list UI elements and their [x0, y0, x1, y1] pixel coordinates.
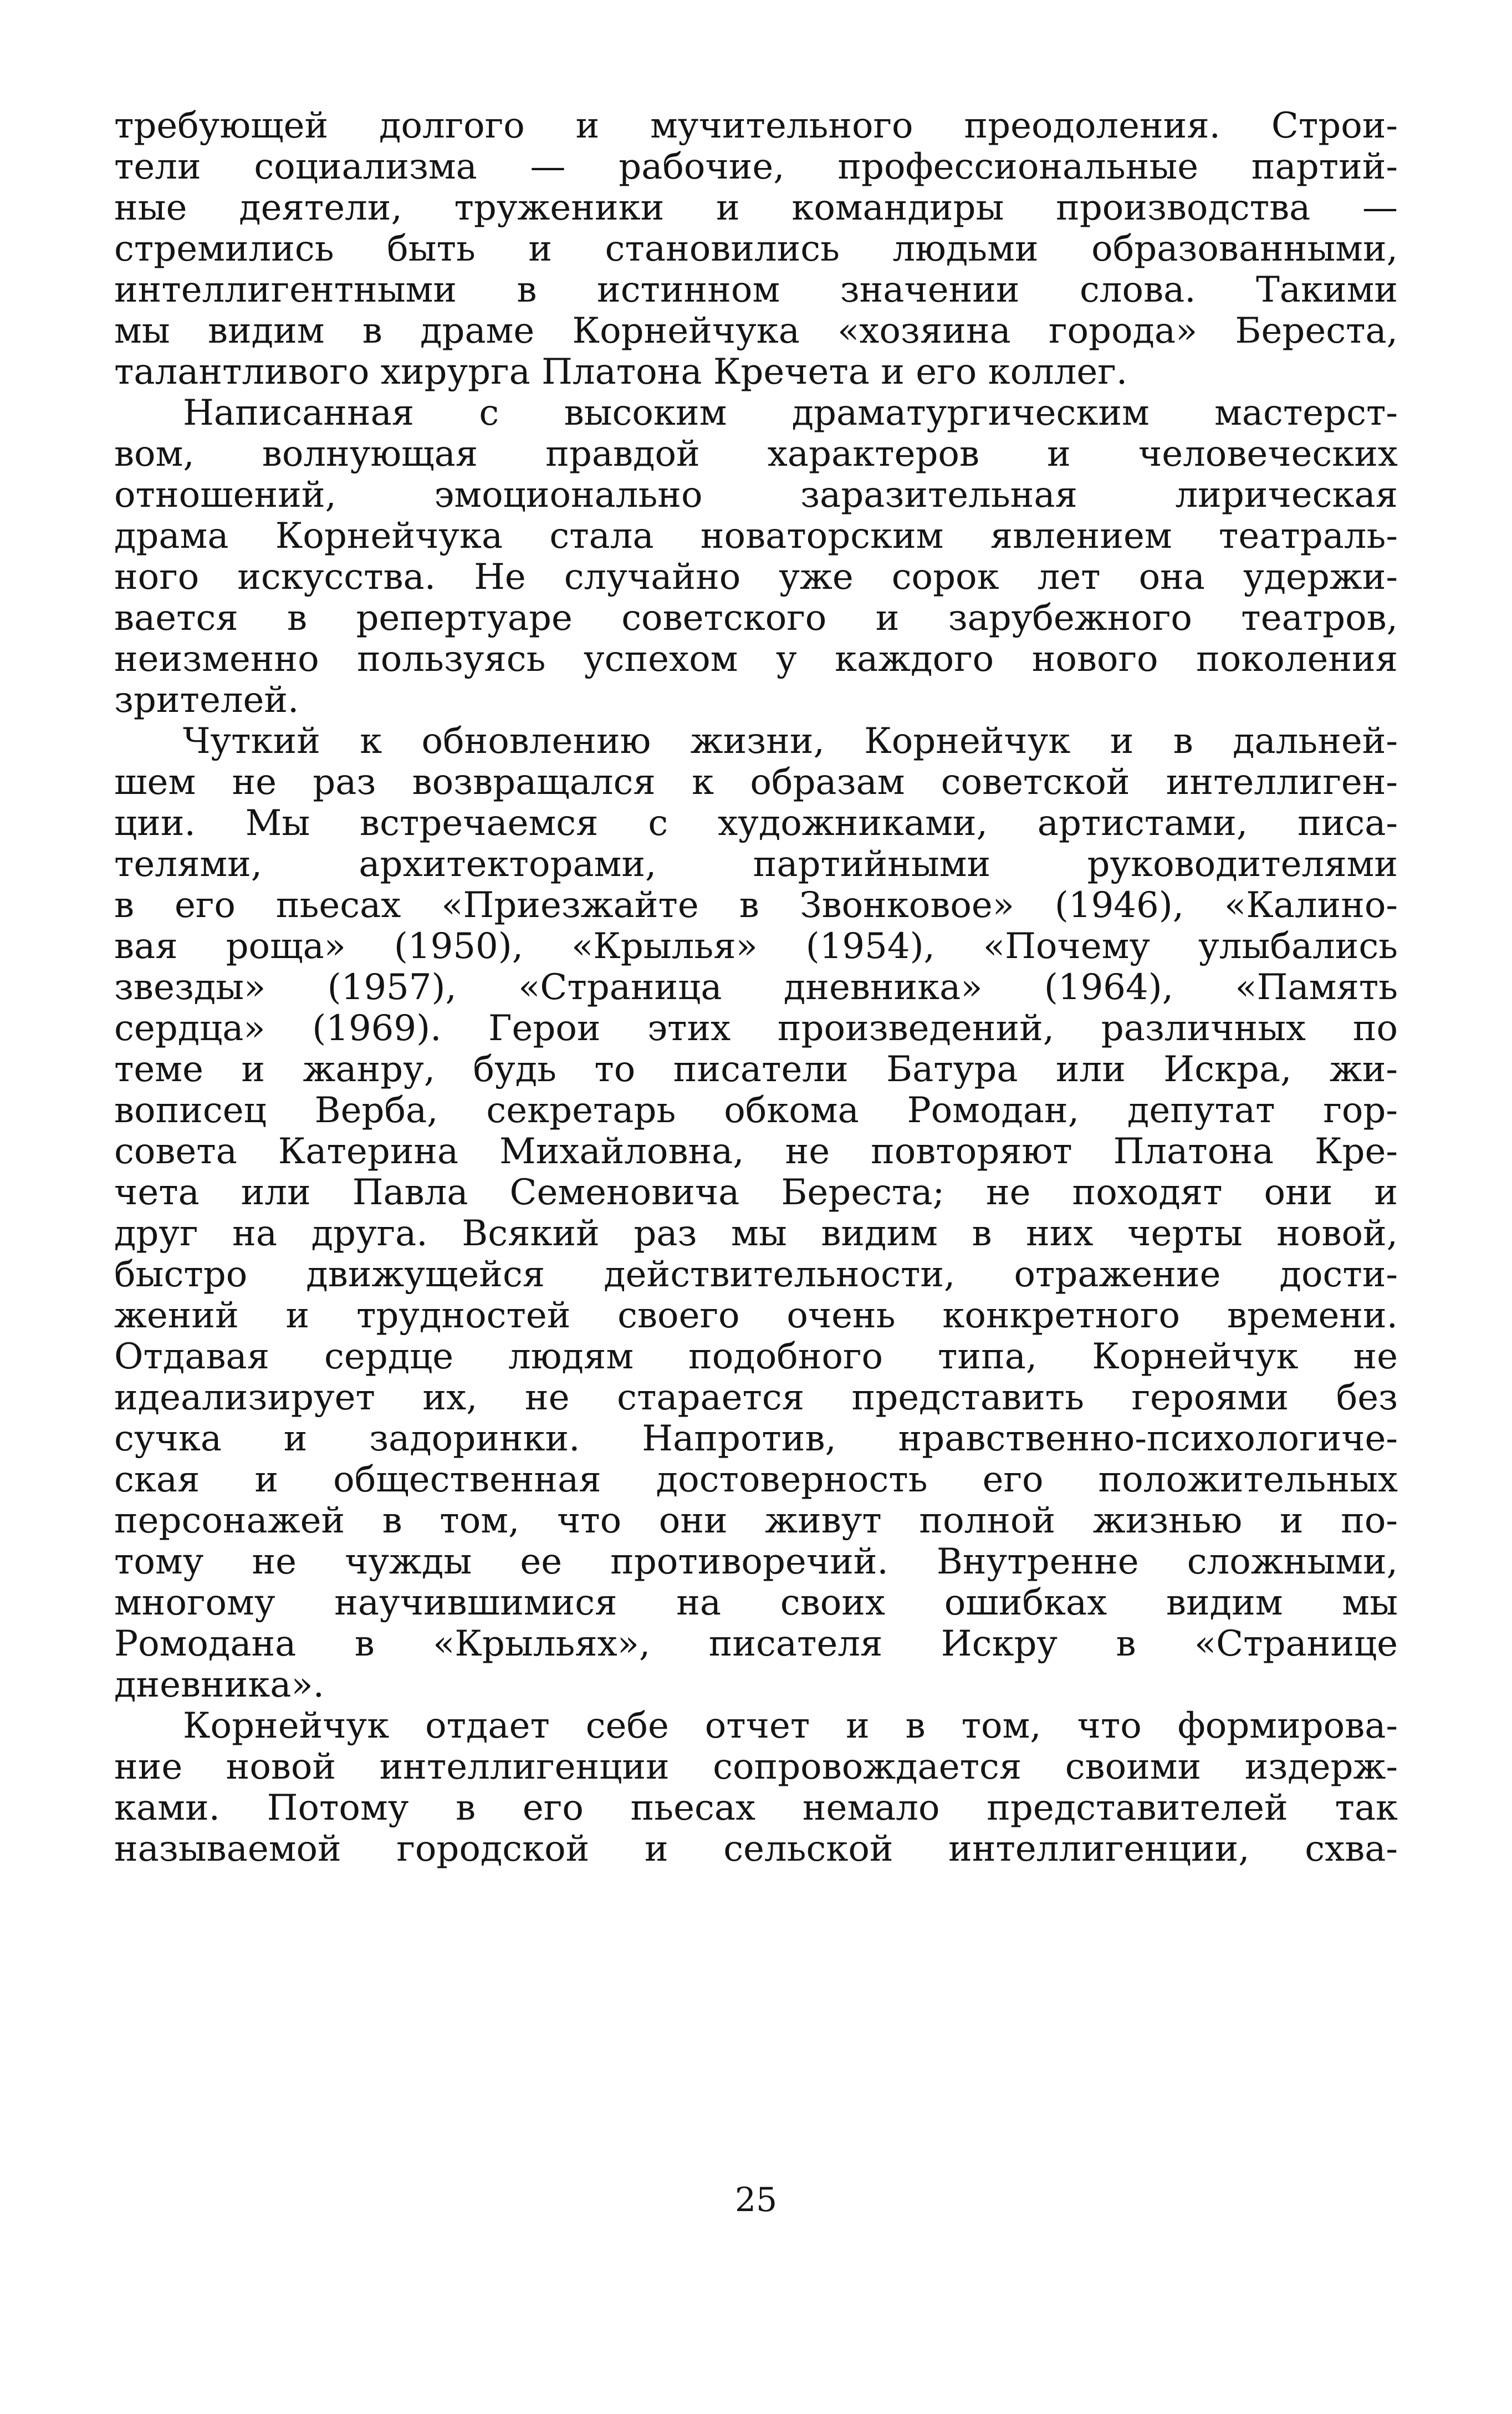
text-line: называемой городской и сельской интеллигенции, схва- — [114, 1829, 1398, 1870]
text-line: чета или Павла Семеновича Береста; не походят они и — [114, 1172, 1398, 1213]
text-line: тому не чужды ее противоречий. Внутренне сложными, — [114, 1541, 1398, 1582]
text-line: ции. Мы встречаемся с художниками, артистами, писа- — [114, 803, 1398, 844]
text-line: быстро движущейся действительности, отражение дости- — [114, 1254, 1398, 1295]
text-line: вописец Верба, секретарь обкома Ромодан, депутат гор- — [114, 1090, 1398, 1131]
text-line: Корнейчук отдает себе отчет и в том, что формирова- — [183, 1705, 1398, 1746]
text-line: теме и жанру, будь то писатели Батура или Искра, жи- — [114, 1049, 1398, 1090]
text-line: Ромодана в «Крыльях», писателя Искру в «Странице — [114, 1623, 1398, 1664]
text-line: ская и общественная достоверность его положительных — [114, 1459, 1398, 1500]
text-line: тели социализма — рабочие, профессиональные партий- — [114, 146, 1398, 187]
text-line: требующей долгого и мучительного преодоления. Строи- — [114, 105, 1398, 146]
page-number: 25 — [734, 2181, 778, 2219]
text-line: идеализирует их, не старается представить героями без — [114, 1377, 1398, 1418]
text-line: сердца» (1969). Герои этих произведений, различных по — [114, 1008, 1398, 1049]
text-line: ные деятели, труженики и командиры производства — — [114, 187, 1398, 228]
text-line: ками. Потому в его пьесах немало представителей так — [114, 1787, 1398, 1829]
text-line: Написанная с высоким драматургическим мастерст- — [183, 393, 1398, 434]
text-line: сучка и задоринки. Напротив, нравственно-психологиче- — [114, 1418, 1398, 1459]
text-line: отношений, эмоционально заразительная лирическая — [114, 475, 1398, 516]
text-line: драма Корнейчука стала новаторским явлением театраль- — [114, 516, 1398, 557]
text-line: жений и трудностей своего очень конкретного времени. — [114, 1295, 1398, 1336]
text-line: интеллигентными в истинном значении слова. Такими — [114, 269, 1398, 310]
text-line: шем не раз возвращался к образам советской интеллиген- — [114, 762, 1398, 803]
text-line: совета Катерина Михайловна, не повторяют Платона Кре- — [114, 1131, 1398, 1172]
text-line: неизменно пользуясь успехом у каждого нового поколения — [114, 639, 1398, 680]
text-line: мы видим в драме Корнейчука «хозяина города» Береста, — [114, 310, 1398, 352]
text-line: талантливого хирурга Платона Кречета и его коллег. — [114, 352, 1128, 393]
text-line: друг на друга. Всякий раз мы видим в них черты новой, — [114, 1213, 1398, 1254]
text-line: звезды» (1957), «Страница дневника» (1964), «Память — [114, 967, 1398, 1008]
text-line: Отдавая сердце людям подобного типа, Корнейчук не — [114, 1336, 1398, 1377]
text-line: вается в репертуаре советского и зарубежного театров, — [114, 598, 1398, 639]
text-line: Чуткий к обновлению жизни, Корнейчук и в дальней- — [183, 721, 1398, 762]
text-line: многому научившимися на своих ошибках видим мы — [114, 1582, 1398, 1623]
text-line: персонажей в том, что они живут полной жизнью и по- — [114, 1500, 1398, 1541]
text-line: вом, волнующая правдой характеров и человеческих — [114, 434, 1398, 475]
text-line: ние новой интеллигенции сопровождается своими издерж- — [114, 1746, 1398, 1787]
text-line: зрителей. — [114, 680, 299, 721]
text-line: телями, архитекторами, партийными руководителями — [114, 844, 1398, 885]
text-line: ного искусства. Не случайно уже сорок лет она удержи- — [114, 557, 1398, 598]
text-line: стремились быть и становились людьми образованными, — [114, 228, 1398, 269]
text-line: в его пьесах «Приезжайте в Звонковое» (1946), «Калино- — [114, 885, 1398, 926]
text-line: дневника». — [114, 1664, 324, 1705]
body-text — [114, 105, 1398, 1870]
text-line: вая роща» (1950), «Крылья» (1954), «Почему улыбались — [114, 926, 1398, 967]
